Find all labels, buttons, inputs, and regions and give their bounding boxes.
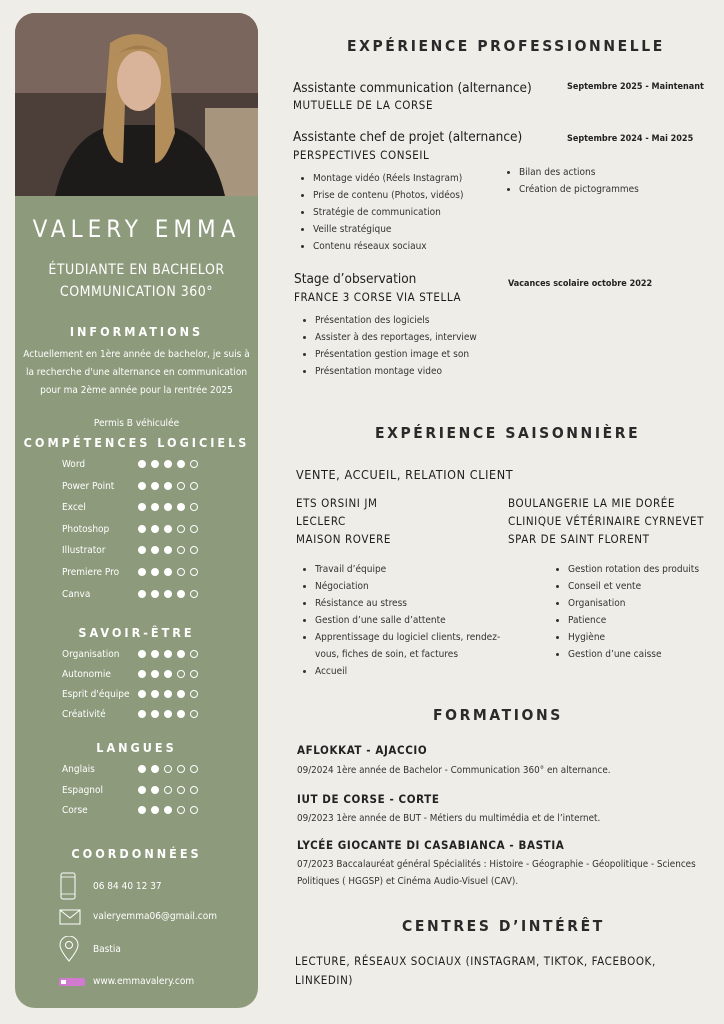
rating-dot-filled — [151, 546, 159, 554]
list-item: • Résistance au stress — [315, 595, 515, 612]
job-3-tasks — [297, 312, 477, 380]
rating-dot-filled — [151, 670, 159, 678]
list-item: ETS ORSINI JM — [296, 496, 378, 510]
profile-name: VALERY EMMA — [32, 215, 241, 243]
informations-text: Actuellement en 1ère année de bachelor, je suis à la recherche d'une alternance en communication pour ma 2ème année pour la rentrée 2025 — [23, 349, 250, 396]
skill-label: Excel — [62, 502, 86, 514]
rating-dot-empty — [177, 568, 185, 576]
rating-dot-filled — [151, 710, 159, 718]
list-item: • Hygiène — [568, 629, 699, 646]
skill-label: Power Point — [62, 480, 115, 492]
skill-label: Organisation — [62, 649, 120, 660]
skill-row — [62, 805, 232, 819]
rating-dot-filled — [177, 690, 185, 698]
rating-dot-empty — [190, 690, 198, 698]
skill-label: Illustrator — [62, 545, 106, 557]
contact-email[interactable]: valeryemma06@gmail.com — [93, 911, 217, 922]
skill-label: Premiere Pro — [62, 567, 120, 578]
skill-label: Anglais — [62, 764, 95, 775]
rating-dot-filled — [138, 690, 146, 698]
employers-left — [296, 494, 391, 548]
rating-dot-filled — [138, 525, 146, 533]
rating-dot-filled — [164, 690, 172, 698]
skill-rating — [138, 806, 198, 814]
skill-rating — [138, 765, 198, 773]
rating-dot-empty — [190, 710, 198, 718]
job-3-title: Stage d’observation — [294, 271, 417, 287]
rating-dot-filled — [151, 690, 159, 698]
skill-rating — [138, 546, 198, 554]
rating-dot-filled — [138, 590, 146, 598]
list-item: SPAR DE SAINT FLORENT — [508, 532, 650, 546]
list-item: • Veille stratégique — [313, 221, 463, 238]
list-item: • Prise de contenu (Photos, vidéos) — [313, 187, 463, 204]
formations-title: FORMATIONS — [433, 706, 563, 724]
rating-dot-empty — [177, 670, 185, 678]
skill-rating — [138, 525, 198, 533]
rating-dot-filled — [177, 460, 185, 468]
coordonnees-title: COORDONNÉES — [71, 846, 202, 861]
skill-rating — [138, 482, 198, 490]
list-item: • Assister à des reportages, interview — [315, 329, 477, 346]
list-item: • Présentation des logiciels — [315, 312, 477, 329]
list-item: • Gestion d’une salle d’attente — [315, 612, 515, 629]
skill-row — [62, 545, 232, 559]
contact-website[interactable]: www.emmavalery.com — [93, 976, 195, 987]
formation-2-school: IUT DE CORSE - CORTE — [297, 792, 440, 806]
rating-dot-filled — [164, 710, 172, 718]
interets-title: CENTRES D’INTÉRÊT — [402, 917, 605, 935]
profile-subtitle — [15, 259, 258, 303]
skill-label: Autonomie — [62, 669, 111, 680]
formation-3-desc: 07/2023 Baccalauréat général Spécialités : Histoire - Géographie - Géopolitique - Sciences Politiques ( HGGSP) et Cinéma Audio-Visuel (CAV). — [297, 859, 696, 887]
experience-pro-title: EXPÉRIENCE PROFESSIONNELLE — [347, 37, 665, 55]
skill-rating — [138, 690, 198, 698]
list-item: • Gestion rotation des produits — [568, 561, 699, 578]
rating-dot-filled — [164, 546, 172, 554]
skill-row — [62, 459, 232, 473]
skill-label: Créativité — [62, 709, 106, 720]
list-item: • Travail d’équipe — [315, 561, 515, 578]
skill-row — [62, 524, 232, 538]
rating-dot-filled — [177, 650, 185, 658]
rating-dot-filled — [151, 525, 159, 533]
rating-dot-empty — [190, 482, 198, 490]
rating-dot-filled — [164, 482, 172, 490]
skill-rating — [138, 710, 198, 718]
skill-row — [62, 669, 232, 683]
rating-dot-filled — [138, 482, 146, 490]
rating-dot-empty — [190, 503, 198, 511]
list-item: • Création de pictogrammes — [519, 181, 639, 198]
rating-dot-empty — [190, 590, 198, 598]
rating-dot-filled — [151, 482, 159, 490]
rating-dot-filled — [138, 806, 146, 814]
rating-dot-empty — [190, 806, 198, 814]
rating-dot-filled — [138, 670, 146, 678]
list-item: • Gestion d’une caisse — [568, 646, 699, 663]
skill-label: Esprit d'équipe — [62, 689, 130, 700]
list-item: • Conseil et vente — [568, 578, 699, 595]
rating-dot-filled — [151, 765, 159, 773]
langues-title: LANGUES — [96, 740, 177, 755]
list-item: BOULANGERIE LA MIE DORÉE — [508, 496, 676, 510]
rating-dot-filled — [151, 590, 159, 598]
formation-1-desc: 09/2024 1ère année de Bachelor - Communication 360° en alternance. — [297, 765, 611, 776]
website-icon — [59, 978, 85, 986]
informations-title: INFORMATIONS — [69, 324, 204, 339]
skill-rating — [138, 568, 198, 576]
rating-dot-empty — [190, 525, 198, 533]
job-2-title: Assistante chef de projet (alternance) — [293, 129, 523, 145]
rating-dot-filled — [138, 568, 146, 576]
experience-saison-title: EXPÉRIENCE SAISONNIÈRE — [375, 424, 641, 442]
rating-dot-filled — [138, 546, 146, 554]
rating-dot-empty — [177, 786, 185, 794]
rating-dot-empty — [177, 525, 185, 533]
rating-dot-filled — [164, 503, 172, 511]
subtitle-line-1: ÉTUDIANTE EN BACHELOR — [48, 262, 225, 278]
list-item: LECLERC — [296, 514, 346, 528]
rating-dot-filled — [164, 650, 172, 658]
rating-dot-filled — [164, 460, 172, 468]
mail-icon — [59, 909, 81, 925]
job-1-date: Septembre 2025 - Maintenant — [567, 82, 704, 92]
rating-dot-filled — [138, 650, 146, 658]
rating-dot-empty — [190, 460, 198, 468]
list-item: • Accueil — [315, 663, 515, 680]
list-item: • Apprentissage du logiciel clients, rendez-vous, fiches de soin, et factures — [315, 629, 515, 663]
list-item: • Patience — [568, 612, 699, 629]
skill-row — [62, 502, 232, 516]
rating-dot-filled — [177, 590, 185, 598]
rating-dot-filled — [151, 503, 159, 511]
skill-label: Corse — [62, 805, 88, 816]
skill-rating — [138, 786, 198, 794]
skill-row — [62, 589, 232, 603]
rating-dot-filled — [164, 590, 172, 598]
skill-row — [62, 481, 232, 495]
list-item: • Montage vidéo (Réels Instagram) — [313, 170, 463, 187]
rating-dot-filled — [164, 568, 172, 576]
list-item: CLINIQUE VÉTÉRINAIRE CYRNEVET — [508, 514, 705, 528]
rating-dot-filled — [164, 525, 172, 533]
rating-dot-filled — [151, 568, 159, 576]
employers-right — [508, 494, 704, 548]
rating-dot-empty — [190, 568, 198, 576]
skill-row — [62, 764, 232, 778]
location-icon — [59, 936, 79, 962]
job-1-title: Assistante communication (alternance) — [293, 80, 532, 96]
rating-dot-filled — [138, 460, 146, 468]
skill-rating — [138, 460, 198, 468]
list-item: MAISON ROVERE — [296, 532, 392, 546]
job-3-date: Vacances scolaire octobre 2022 — [508, 279, 653, 289]
list-item: • Bilan des actions — [519, 164, 639, 181]
saison-skills-left — [297, 561, 515, 680]
rating-dot-empty — [190, 765, 198, 773]
rating-dot-filled — [138, 765, 146, 773]
job-2-company: PERSPECTIVES CONSEIL — [293, 148, 430, 162]
list-item: • Présentation montage video — [315, 363, 477, 380]
skill-row — [62, 649, 232, 663]
list-item: • Organisation — [568, 595, 699, 612]
saison-skills-right — [550, 561, 699, 663]
job-2-tasks-right — [501, 164, 639, 198]
experience-saison-subtitle: VENTE, ACCUEIL, RELATION CLIENT — [296, 467, 514, 482]
skill-row — [62, 785, 232, 799]
rating-dot-empty — [190, 650, 198, 658]
rating-dot-filled — [138, 503, 146, 511]
rating-dot-filled — [151, 460, 159, 468]
skill-rating — [138, 670, 198, 678]
formation-3-school: LYCÉE GIOCANTE DI CASABIANCA - BASTIA — [297, 838, 565, 852]
rating-dot-filled — [151, 806, 159, 814]
rating-dot-filled — [164, 670, 172, 678]
list-item: • Contenu réseaux sociaux — [313, 238, 463, 255]
list-item: • Présentation gestion image et son — [315, 346, 477, 363]
job-2-date: Septembre 2024 - Mai 2025 — [567, 134, 694, 144]
contact-phone[interactable]: 06 84 40 12 37 — [93, 881, 162, 892]
list-item: • Stratégie de communication — [313, 204, 463, 221]
rating-dot-empty — [164, 765, 172, 773]
rating-dot-empty — [190, 546, 198, 554]
rating-dot-filled — [151, 650, 159, 658]
formation-1-school: AFLOKKAT - AJACCIO — [297, 743, 428, 757]
competences-title: COMPÉTENCES LOGICIELS — [23, 435, 250, 450]
rating-dot-filled — [164, 806, 172, 814]
rating-dot-filled — [151, 786, 159, 794]
rating-dot-empty — [190, 786, 198, 794]
skill-rating — [138, 503, 198, 511]
rating-dot-empty — [164, 786, 172, 794]
phone-icon — [59, 872, 77, 900]
skill-row — [62, 567, 232, 581]
skill-label: Canva — [62, 588, 91, 600]
profile-photo — [15, 13, 258, 196]
skill-row — [62, 709, 232, 723]
skill-label: Photoshop — [62, 523, 110, 535]
permis: Permis B véhiculée — [93, 418, 180, 429]
rating-dot-empty — [177, 765, 185, 773]
formation-2-desc: 09/2023 1ère année de BUT - Métiers du multimédia et de l’internet. — [297, 813, 601, 824]
job-3-company: FRANCE 3 CORSE VIA STELLA — [294, 290, 462, 304]
job-1-company: MUTUELLE DE LA CORSE — [293, 98, 434, 112]
skill-rating — [138, 650, 198, 658]
rating-dot-empty — [177, 546, 185, 554]
skill-row — [62, 689, 232, 703]
rating-dot-filled — [138, 710, 146, 718]
rating-dot-filled — [177, 710, 185, 718]
rating-dot-filled — [177, 503, 185, 511]
skill-label: Word — [62, 459, 86, 470]
rating-dot-filled — [138, 786, 146, 794]
skill-label: Espagnol — [62, 784, 104, 796]
skill-rating — [138, 590, 198, 598]
savoir-etre-title: SAVOIR-ÊTRE — [78, 625, 195, 640]
subtitle-line-2: COMMUNICATION 360° — [59, 284, 214, 300]
interets-text: LECTURE, RÉSEAUX SOCIAUX (INSTAGRAM, TIKTOK, FACEBOOK, LINKEDIN) — [295, 954, 656, 987]
rating-dot-empty — [190, 670, 198, 678]
job-2-tasks-left — [295, 170, 463, 255]
list-item: • Négociation — [315, 578, 515, 595]
rating-dot-empty — [177, 806, 185, 814]
sidebar — [15, 13, 258, 1008]
contact-city: Bastia — [93, 944, 121, 955]
rating-dot-empty — [177, 482, 185, 490]
